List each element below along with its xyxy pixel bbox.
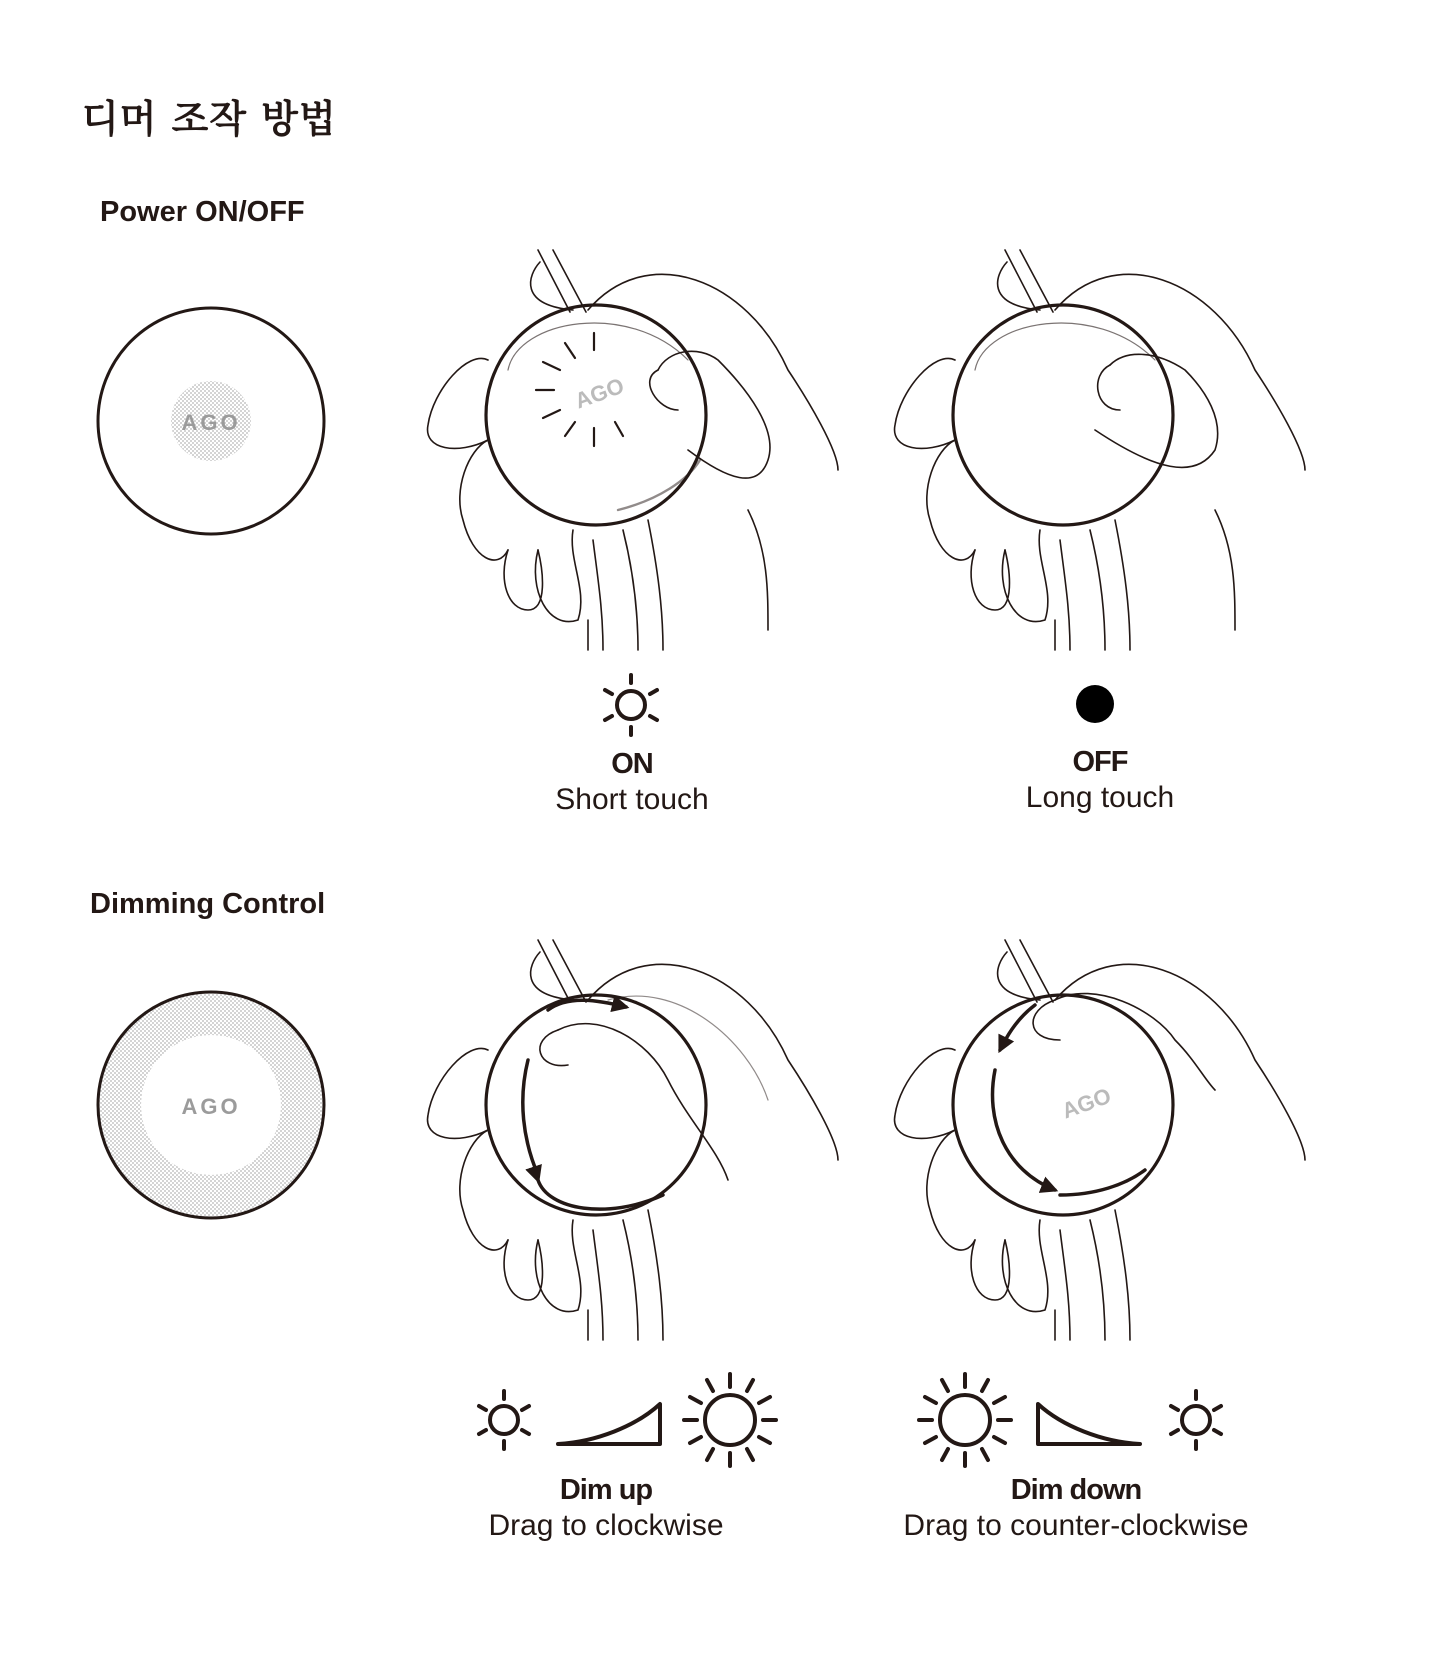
section-title-power: Power ON/OFF: [100, 196, 305, 228]
off-label: OFF: [1072, 746, 1128, 778]
on-label: ON: [611, 748, 653, 780]
dim-down-action: Drag to counter-clockwise: [903, 1509, 1249, 1542]
small-sun-icon: [1164, 1388, 1228, 1452]
caption-on: [422, 748, 842, 817]
sun-icon: [598, 672, 664, 738]
hand-short-touch-illustration: [428, 250, 848, 650]
svg-text:AGO: AGO: [571, 372, 628, 414]
dim-down-label: Dim down: [1010, 1474, 1142, 1506]
svg-text:AGO: AGO: [1058, 1082, 1115, 1124]
large-sun-icon: [915, 1370, 1015, 1470]
ramp-down-icon: [1036, 1400, 1142, 1446]
hand-long-touch-illustration: [895, 250, 1315, 650]
dimmer-top-view-power: [96, 306, 326, 536]
dim-up-action: Drag to clockwise: [488, 1509, 724, 1542]
logo-text: AGO: [181, 410, 241, 435]
dim-up-label: Dim up: [559, 1474, 653, 1506]
caption-off: [890, 746, 1310, 815]
filled-circle-icon: [1075, 684, 1115, 724]
section-title-dimming: Dimming Control: [90, 888, 326, 920]
hand-drag-counter-clockwise-illustration: [895, 940, 1315, 1340]
small-sun-icon: [472, 1388, 536, 1452]
ramp-up-icon: [556, 1400, 662, 1446]
on-action: Short touch: [555, 783, 709, 816]
caption-dim-down: [866, 1474, 1286, 1543]
logo-text: AGO: [181, 1094, 241, 1119]
off-action: Long touch: [1025, 781, 1175, 814]
caption-dim-up: [396, 1474, 816, 1543]
hand-drag-clockwise-illustration: [428, 940, 848, 1340]
dimmer-top-view-dimming: [96, 990, 326, 1220]
large-sun-icon: [680, 1370, 780, 1470]
page-title: 디머 조작 방법: [82, 97, 337, 141]
